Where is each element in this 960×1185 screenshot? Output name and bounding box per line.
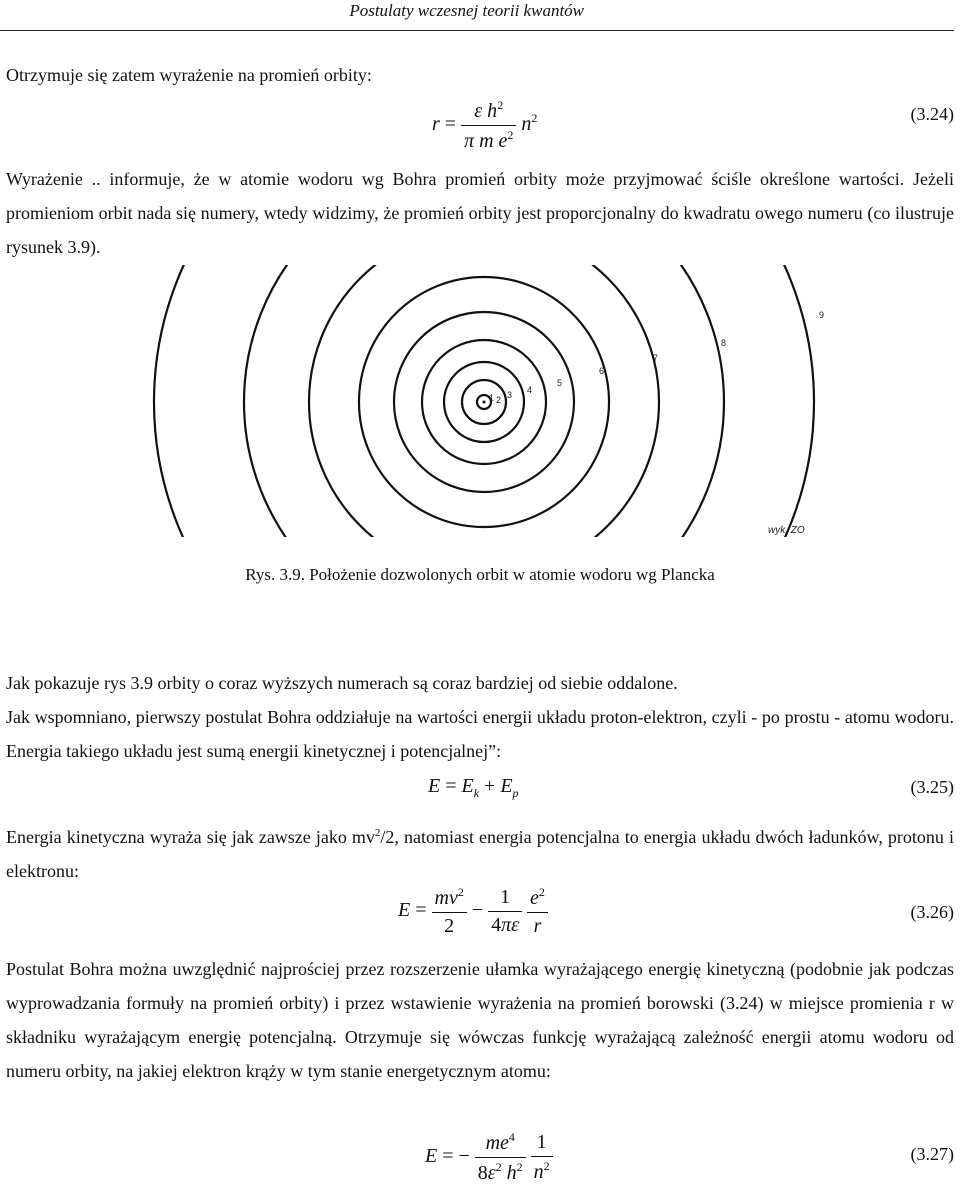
orbit-diagram (0, 265, 960, 555)
equation-number-3-26: (3.26) (910, 902, 954, 922)
figure-credit: wyk. ZO (768, 525, 805, 536)
equation-3-27: E = − $\frac{me^4}{8\varepsilon^2 h^2}$ $\frac{1}{n^2}$ (425, 1130, 553, 1185)
paragraph-energy-sum: Jak wspomniano, pierwszy postulat Bohra oddziałuje na wartości energii układu proton-elektron, czyli - po prostu - atomu wodoru. Energia takiego układu jest sumą energii kinetycznej i potencjalnej”: (6, 707, 954, 761)
equation-number-3-27: (3.27) (910, 1144, 954, 1164)
running-header (0, 0, 954, 31)
equation-3-25: $E = E_k + E_p$ (428, 775, 519, 800)
equation-number-3-25: (3.25) (910, 777, 954, 797)
nucleus (483, 401, 486, 404)
orbit-label-4: 4 (527, 385, 533, 395)
equation-3-26: E = $\frac{mv^2}{2}$ − $\frac{1}{4\pi\varepsilon}$ $\frac{e^2}{r}$ (398, 885, 548, 938)
orbit-label-3: 3 (507, 390, 513, 400)
orbit-label-7: 7 (653, 353, 659, 363)
orbit-label-6: 6 (599, 366, 605, 376)
paragraph-orbit-spacing: Jak pokazuje rys 3.9 orbity o coraz wyższych numerach są coraz bardziej od siebie oddalone. (6, 673, 678, 693)
paragraph-orbit-radius: Wyrażenie .. informuje, że w atomie wodoru wg Bohra promień orbity może przyjmować ściśle określone wartości. Jeżeli promieniom orbit nada się numery, wtedy widzimy, że promień orbity jest proporcjonalny do kwadratu owego numeru (co ilustruje rysunek 3.9). (6, 169, 954, 257)
orbit-label-2: 2 (496, 395, 502, 405)
paragraph-bohr-postulate: Postulat Bohra można uwzględnić najprościej przez rozszerzenie ułamka wyrażającego energię kinetyczną (podobnie jak podczas wyprowadzania formuły na promień orbity) i przez wstawienie wyrażenia na promień borowski (3.24) w miejsce promienia r w składniku wyrażającym energię potencjalną. Otrzymuje się wówczas funkcję wyrażającą zależność energii atomu wodoru od numeru orbity, na jakiej elektron krąży w tym stanie energetycznym atomu: (6, 959, 954, 1081)
equation-3-24: r = $\frac{\varepsilon h^2}{\pi m e^2}$ $n^2$ (432, 98, 538, 152)
orbit-label-8: 8 (721, 338, 727, 348)
orbit-label-5: 5 (557, 378, 563, 388)
figure-caption: Rys. 3.9. Położenie dozwolonych orbit w atomie wodoru wg Plancka (245, 565, 715, 584)
header-title: Postulaty wczesnej teorii kwantów (349, 1, 584, 20)
intro-text: Otrzymuje się zatem wyrażenie na promień orbity: (6, 65, 372, 85)
orbit-label-1: 1 (489, 393, 495, 403)
orbit-label-9: 9 (819, 310, 825, 320)
equation-number-3-24: (3.24) (910, 104, 954, 124)
paragraph-kinetic-potential: Energia kinetyczna wyraża się jak zawsze jako $mv^2/2$, natomiast energia potencjalna to energia układu dwóch ładunków, protonu i elektronu: (6, 827, 954, 881)
